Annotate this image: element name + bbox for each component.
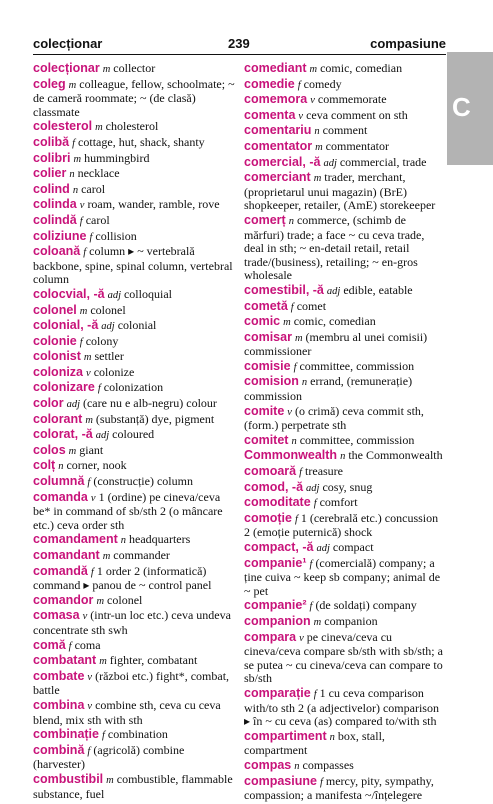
entry-part-of-speech: v [298,110,304,122]
entry-headword: comenta [244,107,296,122]
entry-part-of-speech: m [294,332,303,344]
entry-definition: (substanță) dye, pigment [95,411,215,426]
entry-part-of-speech: v [86,367,91,379]
dictionary-entry [33,728,239,743]
entry-definition: comet [296,298,327,313]
dictionary-entry [244,434,447,449]
dictionary-entry [244,541,447,556]
entry-part-of-speech: m [95,122,103,134]
entry-part-of-speech: v [79,200,85,212]
entry-part-of-speech: m [102,551,111,562]
entry-definition: (o crimă) ceva commit sth, (form.) perpetrate sth [244,403,424,433]
dictionary-entry [33,183,239,198]
dictionary-entry [33,773,239,801]
dictionary-entry [33,381,239,396]
right-column [244,62,447,804]
entry-definition: comic, comedian [320,61,403,75]
entry-definition: edible, eatable [343,282,413,297]
entry-definition: cholesterol [105,119,159,134]
entry-definition: fighter, combatant [109,653,198,668]
entry-headword: comisie [244,358,291,373]
entry-part-of-speech: f [293,361,297,373]
dictionary-entry [244,140,447,155]
entry-headword: colibă [33,134,70,149]
entry-headword: comoție [244,510,292,525]
entry-definition: (agricolă) combine (harvester) [33,742,185,772]
entry-definition: ceva comment on sth [306,107,408,122]
dictionary-entry [244,496,447,511]
dictionary-entry [33,565,239,593]
entry-definition: committee, commission [299,432,415,447]
dictionary-entry [244,375,447,403]
entry-part-of-speech: m [106,774,114,786]
dictionary-entry [33,397,239,412]
entry-part-of-speech: m [73,153,82,165]
dictionary-entry [244,631,447,686]
entry-part-of-speech: f [79,215,83,227]
entry-definition: carol [85,212,110,227]
entry-definition: errand, (remunerație) commission [244,374,413,404]
entry-headword: coleg [33,76,66,91]
entry-headword: combustibil [33,771,104,786]
entry-headword: colesterol [33,119,93,134]
entry-part-of-speech: n [120,535,126,547]
dictionary-entry [33,639,239,654]
dictionary-entry [33,459,239,474]
entry-definition: companion [324,613,378,628]
entry-definition: (membru al unei comisii) commissioner [244,329,428,359]
entry-definition: colleague, fellow, schoolmate; ~ de cameră roommate; ~ (de clasă) classmate [33,76,235,119]
dictionary-entry [244,93,447,108]
entry-headword: comod, -ă [244,479,304,494]
entry-part-of-speech: v [287,406,292,418]
entry-part-of-speech: m [68,445,77,457]
dictionary-entry [33,444,239,459]
dictionary-entry [244,405,447,433]
entry-definition: collision [95,228,137,243]
entry-headword: comedie [244,76,295,91]
entry-headword: colinda [33,197,77,212]
dictionary-entry [244,615,447,630]
entry-headword: colier [33,166,67,181]
entry-definition: 1 (ordine) pe cineva/ceva be* in command of sb/sth 2 (o mâncare etc.) ceva order sth [33,489,223,532]
entry-headword: comerciant [244,170,311,185]
entry-definition: (război etc.) fight*, combat, battle [33,668,230,698]
entry-headword: comentator [244,138,313,153]
entry-definition: colonization [103,380,164,395]
dictionary-entry [33,230,239,245]
entry-definition: commerce, (schimb de mărfuri) trade; a face ~ cu ceva trade, deal in sth; ~ en-detail retail, retail trade/(business), retailing; ~ en-gros wholesale [244,212,425,283]
entry-headword: comestibil, -ă [244,282,324,297]
entry-headword: companie¹ [244,555,307,570]
entry-headword: comă [33,637,66,652]
entry-definition: comic, comedian [293,314,376,329]
entry-part-of-speech: f [79,336,83,348]
dictionary-entry [244,331,447,359]
dictionary-entry [33,609,239,637]
entry-headword: compartiment [244,728,327,743]
dictionary-entry [33,491,239,533]
header-last-word: compasiune [370,36,446,51]
entry-part-of-speech: adj [95,430,110,442]
entry-headword: comediant [244,61,307,75]
dictionary-entry [33,152,239,167]
entry-definition: commemorate [317,92,387,107]
entry-part-of-speech: n [69,169,75,181]
entry-part-of-speech: n [340,451,346,463]
entry-part-of-speech: f [297,79,301,91]
thumb-index-letter: C [452,92,471,122]
entry-part-of-speech: adj [326,285,341,297]
dictionary-entry [244,214,447,283]
entry-definition: 1 cu ceva comparison with/to sth 2 (a adjectivelor) comparison ▸ în ~ cu ceva (as) compared to/with sth [244,685,439,729]
entry-definition: headquarters [129,532,191,547]
dictionary-entry [244,557,447,599]
entry-part-of-speech: f [299,467,303,479]
left-column [33,62,239,802]
entry-part-of-speech: adj [323,157,337,169]
entry-definition: combine sth, ceva cu ceva blend, mix sth with sth [33,697,221,727]
entry-part-of-speech: m [313,173,322,185]
dictionary-entry [33,214,239,229]
entry-definition: coloured [112,427,155,442]
entry-headword: comemora [244,92,308,107]
entry-headword: Commonwealth [244,448,338,463]
dictionary-entry [244,465,447,480]
entry-part-of-speech: n [291,435,297,447]
entry-headword: comanda [33,489,88,504]
dictionary-entry [33,413,239,428]
dictionary-entry [33,245,239,287]
entry-headword: colonist [33,349,81,364]
dictionary-entry [33,198,239,213]
entry-definition: combination [107,727,168,742]
entry-part-of-speech: n [288,215,294,227]
dictionary-entry [244,512,447,540]
entry-headword: combina [33,697,85,712]
entry-definition: giant [79,442,104,457]
entry-part-of-speech: m [85,414,93,426]
entry-part-of-speech: adj [101,321,115,333]
dictionary-entry [33,670,239,698]
entry-definition: trader, merchant, (proprietarul unui magazin) (BrE) shopkeeper, retailer, (AmE) storekeeper [244,170,436,213]
entry-part-of-speech: n [301,377,308,389]
entry-part-of-speech: f [87,745,91,757]
entry-definition: comment [322,123,368,138]
entry-part-of-speech: f [309,558,313,570]
entry-headword: comentariu [244,123,312,138]
entry-headword: comandament [33,532,118,547]
entry-headword: comandă [33,563,88,578]
dictionary-entry [33,699,239,727]
entry-part-of-speech: f [89,231,93,243]
dictionary-entry [244,360,447,375]
entry-headword: comandor [33,592,94,607]
entry-definition: cosy, snug [322,479,373,494]
entry-definition: commercial, trade [339,154,427,169]
dictionary-entry [244,599,447,614]
entry-definition: combustible, flammable substance, fuel [33,771,233,801]
dictionary-entry [244,687,447,729]
dictionary-entry [33,62,239,77]
entry-part-of-speech: f [72,137,76,149]
entry-part-of-speech: m [68,79,77,91]
entry-definition: treasure [305,464,344,479]
entry-headword: compact, -ă [244,540,314,554]
entry-part-of-speech: m [96,595,105,607]
entry-part-of-speech: m [315,141,323,153]
entry-part-of-speech: v [90,492,96,504]
entry-headword: compas [244,757,292,772]
entry-part-of-speech: f [87,477,91,489]
entry-definition: committee, commission [299,358,415,373]
entry-headword: combinație [33,727,99,742]
dictionary-entry [33,533,239,548]
entry-headword: comerț [244,212,286,227]
entry-part-of-speech: v [87,671,93,683]
dictionary-entry [33,167,239,182]
entry-headword: combină [33,742,85,757]
entry-definition: necklace [77,166,120,181]
entry-definition: mercy, pity, sympathy, compassion; a manifesta ~/înțelegere [244,773,434,803]
header-rule [33,54,446,55]
entry-headword: columnă [33,474,85,489]
page-header [33,36,446,54]
entry-part-of-speech: m [313,616,322,628]
entry-definition: roam, wander, ramble, rove [87,197,220,212]
entry-headword: compasiune [244,773,317,788]
entry-headword: cometă [244,298,288,313]
entry-headword: comisar [244,329,292,344]
entry-part-of-speech: m [83,352,92,364]
entry-part-of-speech: f [313,498,317,510]
dictionary-entry [244,300,447,315]
dictionary-entry [244,730,447,758]
dictionary-entry [33,319,239,334]
entry-part-of-speech: f [313,688,317,700]
entry-headword: comitet [244,432,289,447]
dictionary-entry [244,315,447,330]
dictionary-entry [33,654,239,669]
entry-part-of-speech: m [309,64,318,75]
entry-headword: colonie [33,333,77,348]
entry-definition: pe cineva/ceva cu cineva/ceva compare sb/sth with sb/sth; a se putea ~ cu cineva/ceva can compare to sb/sth [244,629,443,686]
entry-headword: colorat, -ă [33,427,93,442]
entry-headword: combatant [33,653,97,668]
entry-part-of-speech: m [79,305,88,317]
entry-part-of-speech: n [58,461,64,473]
entry-headword: comic [244,314,281,329]
entry-headword: colecționar [33,61,100,75]
entry-definition: settler [94,349,124,364]
entry-headword: colind [33,181,70,196]
dictionary-entry [33,428,239,443]
entry-definition: colonel [90,302,126,317]
entry-definition: compact [332,540,374,554]
entry-part-of-speech: v [82,611,88,623]
entry-definition: coma [74,637,101,652]
dictionary-entry [33,366,239,381]
entry-definition: comfort [319,495,358,510]
entry-headword: colonial, -ă [33,318,99,333]
entry-headword: comparație [244,685,311,700]
entry-part-of-speech: f [68,640,72,652]
entry-definition: colony [85,333,119,348]
entry-headword: comision [244,374,299,389]
entry-part-of-speech: n [294,760,300,772]
dictionary-entry [244,759,447,774]
entry-definition: hummingbird [84,150,150,165]
entry-part-of-speech: adj [306,482,320,494]
dictionary-entry [33,120,239,135]
entry-part-of-speech: v [87,700,93,712]
entry-headword: comasa [33,608,80,623]
dictionary-entry [33,136,239,151]
entry-headword: companie² [244,598,307,613]
entry-part-of-speech: adj [316,543,330,554]
entry-part-of-speech: n [329,731,335,743]
entry-part-of-speech: v [310,95,315,107]
entry-part-of-speech: f [290,301,294,313]
entry-definition: (care nu e alb-negru) colour [82,396,217,411]
dictionary-entry [33,475,239,490]
dictionary-entry [244,78,447,93]
entry-headword: color [33,396,64,411]
entry-headword: colonel [33,302,77,317]
entry-headword: coloană [33,244,81,259]
entry-headword: combate [33,668,85,683]
header-first-word: colecționar [33,36,103,51]
dictionary-entry [33,304,239,319]
entry-part-of-speech: f [83,247,87,259]
entry-definition: carol [81,181,106,196]
entry-part-of-speech: adj [107,289,121,301]
entry-headword: colț [33,458,56,473]
entry-part-of-speech: f [319,776,323,788]
entry-headword: coliziune [33,228,87,243]
entry-part-of-speech: m [102,64,111,75]
dictionary-entry [33,350,239,365]
dictionary-entry [244,109,447,124]
entry-part-of-speech: v [299,632,304,644]
entry-headword: comercial, -ă [244,154,321,169]
entry-part-of-speech: f [294,513,298,525]
entry-definition: the Commonwealth [348,448,443,463]
entry-headword: coloniza [33,364,84,379]
entry-definition: comedy [303,76,342,91]
entry-definition: cottage, hut, shack, shanty [78,134,205,149]
entry-part-of-speech: m [99,656,107,668]
entry-definition: compasses [302,757,354,772]
entry-headword: compara [244,629,297,644]
dictionary-entry [33,549,239,564]
entry-headword: companion [244,613,311,628]
dictionary-entry [33,335,239,350]
entry-part-of-speech: f [90,566,94,578]
entry-definition: colonel [107,592,143,607]
entry-definition: (intr-un loc etc.) ceva undeva concentrate sth swh [33,608,231,637]
entry-part-of-speech: f [309,601,313,613]
entry-headword: colindă [33,212,77,227]
entry-part-of-speech: f [97,383,101,395]
dictionary-entry [33,78,239,120]
entry-definition: corner, nook [66,458,127,473]
dictionary-entry [244,62,447,77]
entry-headword: colonizare [33,380,95,395]
entry-definition: colloquial [123,286,172,301]
entry-headword: comoditate [244,495,311,510]
dictionary-entry [33,744,239,772]
entry-headword: colibri [33,150,71,165]
dictionary-entry [244,124,447,139]
entry-definition: (de soldați) company [315,598,417,613]
entry-headword: comite [244,403,285,418]
entry-headword: colos [33,442,66,457]
entry-headword: colorant [33,411,83,426]
entry-definition: colonial [117,318,157,333]
entry-part-of-speech: adj [66,399,80,411]
entry-definition: 1 order 2 (informatică) command ▸ panou de ~ control panel [33,563,212,593]
entry-headword: colocvial, -ă [33,286,105,301]
entry-headword: comoară [244,464,297,479]
entry-part-of-speech: n [314,126,320,138]
entry-definition: box, stall, compartment [244,728,385,758]
dictionary-entry [244,171,447,213]
dictionary-entry [244,481,447,496]
entry-part-of-speech: m [283,317,291,329]
entry-headword: comandant [33,548,100,562]
dictionary-entry [244,284,447,299]
entry-part-of-speech: n [72,184,79,196]
dictionary-entry [244,775,447,803]
entry-part-of-speech: f [102,730,105,742]
entry-definition: colonize [93,364,135,379]
entry-definition: (comercială) company; a ține cuiva ~ keep sb company; animal de ~ pet [244,555,441,598]
entry-definition: (construcție) column [93,474,193,489]
dictionary-entry [33,288,239,303]
entry-definition: column ▸ ~ vertebrală backbone, spine, spinal column, vertebral column [33,244,233,287]
entry-definition: collector [113,61,156,75]
dictionary-entry [244,449,447,464]
entry-definition: commander [113,548,170,562]
entry-definition: commentator [325,138,389,153]
entry-definition: 1 (cerebrală etc.) concussion 2 (emoție puternică) shock [244,510,439,540]
dictionary-entry [244,156,447,171]
page-number: 239 [228,36,250,51]
dictionary-entry [33,594,239,609]
